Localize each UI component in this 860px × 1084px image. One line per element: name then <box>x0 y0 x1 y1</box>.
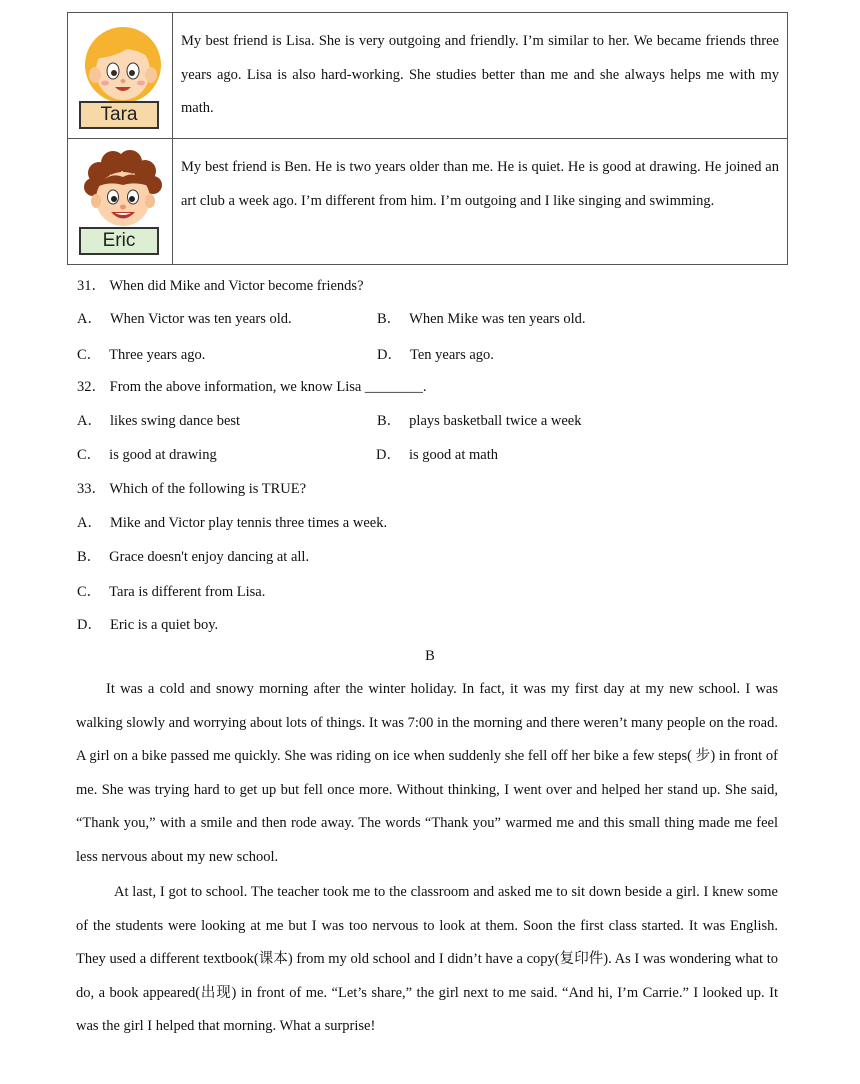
option-letter: C． <box>77 447 102 463</box>
question-stem: 31． When did Mike and Victor become friends? <box>77 278 364 294</box>
option-text: Three years ago. <box>109 347 206 363</box>
answer-option[interactable] <box>77 443 217 464</box>
option-text: likes swing dance best <box>109 413 241 429</box>
profile-text: My best friend is Ben. He is two years older than me. He is quiet. He is good at drawing. He joined an art club a week ago. I’m different from him. I’m outgoing and I like singing and swimming. <box>181 159 779 209</box>
option-letter: D． <box>77 617 102 633</box>
option-letter: B． <box>377 311 402 327</box>
question-stem: 33． Which of the following is TRUE? <box>77 481 307 497</box>
profile-row-eric <box>68 139 787 264</box>
answer-option[interactable] <box>77 613 218 634</box>
option-text: is good at math <box>408 447 498 463</box>
section-heading: B <box>425 648 435 664</box>
option-text: Ten years ago. <box>409 347 494 363</box>
option-text: Grace doesn't enjoy dancing at all. <box>109 549 310 565</box>
answer-option[interactable] <box>77 343 205 364</box>
answer-option[interactable] <box>377 343 494 364</box>
avatar-cell <box>68 139 173 264</box>
option-text: When Victor was ten years old. <box>109 311 292 327</box>
question-stem: 32． From the above information, we know Lisa ________. <box>77 379 427 395</box>
option-text: When Mike was ten years old. <box>409 311 586 327</box>
passage-paragraph: At last, I got to school. The teacher took me to the classroom and asked me to sit down beside a girl. I knew some of the students were looking at me but I was too nervous to look at them. Soon the first class started. It was English. They used a different textbook(课本) from my old school and I didn’t have a copy(复印件). As I was wondering what to do, a book appeared(出现) in front of me. “Let’s share,” the girl next to me said. “And hi, I’m Carrie.” I looked up. It was the girl I helped that morning. What a surprise! <box>76 884 778 1035</box>
option-letter: D． <box>377 347 402 363</box>
name-plate: Tara <box>79 101 159 129</box>
eric-avatar <box>75 147 165 257</box>
option-letter: C． <box>77 347 102 363</box>
option-text: Mike and Victor play tennis three times a week. <box>109 515 388 531</box>
answer-option[interactable] <box>377 409 582 430</box>
profile-table <box>67 12 788 265</box>
passage-paragraph: It was a cold and snowy morning after the winter holiday. In fact, it was my first day at my new school. I was walking slowly and worrying about lots of things. It was 7:00 in the morning and there weren’t many people on the road. A girl on a bike passed me quickly. She was riding on ice when suddenly she fell off her bike a few steps( 步) in front of me. She was trying hard to get up but fell once more. Without thinking, I went over and helped her stand up. She said, “Thank you,” with a smile and then rode away. The words “Thank you” warmed me and this small thing made me feel less nervous about my new school. <box>76 681 778 865</box>
avatar-cell <box>68 13 173 138</box>
option-letter: B． <box>377 413 402 429</box>
option-letter: D． <box>376 447 401 463</box>
answer-option[interactable] <box>377 307 586 328</box>
profile-row-tara <box>68 13 787 139</box>
option-letter: A． <box>77 413 102 429</box>
option-text: is good at drawing <box>109 447 217 463</box>
profile-text: My best friend is Lisa. She is very outgoing and friendly. I’m similar to her. We became friends three years ago. Lisa is also hard-working. She studies better than me and she always helps me with my math. <box>181 33 779 116</box>
name-plate: Eric <box>79 227 159 255</box>
answer-option[interactable] <box>77 511 387 532</box>
answer-option[interactable] <box>77 545 309 566</box>
answer-option[interactable] <box>77 307 292 328</box>
option-text: Eric is a quiet boy. <box>109 617 219 633</box>
option-text: Tara is different from Lisa. <box>109 584 266 600</box>
option-letter: B． <box>77 549 102 565</box>
option-letter: A． <box>77 515 102 531</box>
option-text: plays basketball twice a week <box>409 413 582 429</box>
answer-option[interactable] <box>77 580 265 601</box>
answer-option[interactable] <box>376 443 498 464</box>
answer-option[interactable] <box>77 409 240 430</box>
option-letter: C． <box>77 584 102 600</box>
tara-avatar <box>75 21 165 131</box>
option-letter: A． <box>77 311 102 327</box>
